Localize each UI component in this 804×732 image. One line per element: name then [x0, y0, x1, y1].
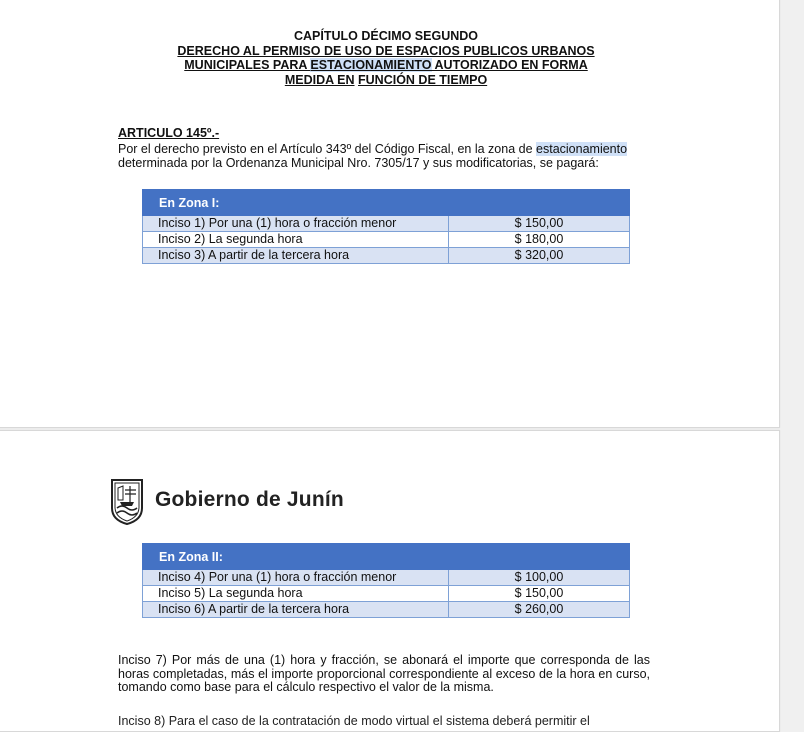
chapter-subtitle-line-3: MEDIDA EN FUNCIÓN DE TIEMPO — [284, 72, 488, 87]
table-cell-label: Inciso 3) A partir de la tercera hora — [143, 248, 449, 264]
chapter-subtitle-line-2: MUNICIPALES PARA ESTACIONAMIENTO AUTORIZADO EN FORMA — [184, 58, 588, 72]
chapter-title: CAPÍTULO DÉCIMO SEGUNDO — [293, 29, 479, 43]
highlighted-word: ESTACIONAMIENTO — [310, 58, 432, 72]
table-cell-amount: $ 100,00 — [449, 570, 630, 586]
inciso-8-paragraph: Inciso 8) Para el caso de la contratación de modo virtual el sistema deberá permitir el — [118, 714, 590, 728]
article-text: Por el derecho previsto en el Artículo 343º del Código Fiscal, en la zona de estacionamiento determinada por la Ordenanza Municipal Nro. 7305/17 y sus modificatorias, se pagará: — [118, 142, 628, 170]
table-cell-amount: $ 150,00 — [449, 586, 630, 602]
inciso-7-paragraph: Inciso 7) Por más de una (1) hora y fracción, se abonará el importe que corresponda de las horas completadas, más el importe proporcional correspondiente al exceso de la hora en curso, tomando como base para el cálculo respectivo el valor de la misma. — [118, 653, 650, 694]
chapter-subtitle-line-1: DERECHO AL PERMISO DE USO DE ESPACIOS PUBLICOS URBANOS — [177, 43, 595, 58]
table-row — [143, 248, 630, 264]
search-highlight: estacionamiento — [536, 142, 628, 156]
zone-2-header: En Zona II: — [143, 544, 630, 570]
zone-1-header: En Zona I: — [143, 190, 630, 216]
table-cell-amount: $ 180,00 — [449, 232, 630, 248]
zone-2-table — [142, 543, 630, 618]
table-cell-label: Inciso 2) La segunda hora — [143, 232, 449, 248]
table-row — [143, 602, 630, 618]
government-brand: Gobierno de Junín — [155, 488, 344, 511]
table-cell-amount: $ 320,00 — [449, 248, 630, 264]
municipal-crest-icon — [109, 478, 145, 526]
article-title: ARTICULO 145º.- — [118, 126, 220, 140]
table-cell-amount: $ 260,00 — [449, 602, 630, 618]
table-cell-label: Inciso 6) A partir de la tercera hora — [143, 602, 449, 618]
table-row — [143, 586, 630, 602]
table-cell-label: Inciso 1) Por una (1) hora o fracción menor — [143, 216, 449, 232]
chapter-heading — [118, 29, 654, 87]
table-row — [143, 232, 630, 248]
table-cell-amount: $ 150,00 — [449, 216, 630, 232]
table-cell-label: Inciso 4) Por una (1) hora o fracción menor — [143, 570, 449, 586]
zone-1-table — [142, 189, 630, 264]
table-row — [143, 570, 630, 586]
table-cell-label: Inciso 5) La segunda hora — [143, 586, 449, 602]
table-row — [143, 216, 630, 232]
